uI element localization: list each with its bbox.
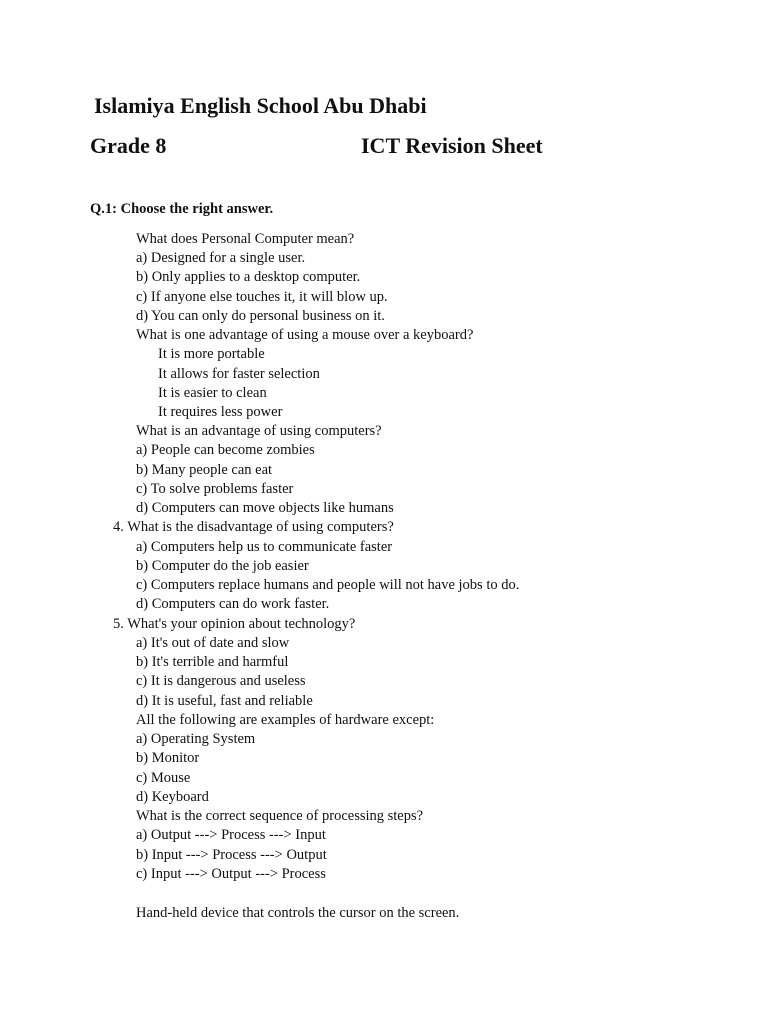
answer-option: b) Computer do the job easier <box>136 558 309 574</box>
answer-option: d) Keyboard <box>136 789 209 805</box>
answer-option: d) You can only do personal business on it. <box>136 308 385 324</box>
answer-option: a) Operating System <box>136 731 256 747</box>
answer-option: It is easier to clean <box>158 385 267 401</box>
answer-option: d) It is useful, fast and reliable <box>136 693 313 709</box>
sheet-title: ICT Revision Sheet <box>361 133 543 158</box>
answer-option: a) Output ---> Process ---> Input <box>136 827 326 843</box>
answer-option: It requires less power <box>158 404 283 420</box>
answer-option: b) Monitor <box>136 750 200 766</box>
question-text: What does Personal Computer mean? <box>136 231 355 247</box>
answer-option: b) Only applies to a desktop computer. <box>136 269 361 285</box>
answer-option: b) Input ---> Process ---> Output <box>136 847 327 863</box>
answer-option: c) Computers replace humans and people will not have jobs to do. <box>136 577 520 593</box>
question-heading: Q.1: Choose the right answer. <box>90 201 274 217</box>
answer-option: d) Computers can do work faster. <box>136 596 330 612</box>
answer-option: c) Mouse <box>136 770 191 786</box>
answer-option: c) If anyone else touches it, it will blow up. <box>136 289 388 305</box>
answer-option: a) People can become zombies <box>136 442 315 458</box>
answer-option: c) To solve problems faster <box>136 481 294 497</box>
answer-option: a) Designed for a single user. <box>136 250 306 266</box>
grade-label: Grade 8 <box>90 133 167 158</box>
answer-option: c) It is dangerous and useless <box>136 673 306 689</box>
answer-option: b) Many people can eat <box>136 462 273 478</box>
answer-option: d) Computers can move objects like humans <box>136 500 394 516</box>
question-text: 5. What's your opinion about technology? <box>113 616 356 632</box>
answer-option: It allows for faster selection <box>158 366 320 382</box>
question-text: 4. What is the disadvantage of using computers? <box>113 519 394 535</box>
answer-option: It is more portable <box>158 346 265 362</box>
answer-option: a) It's out of date and slow <box>136 635 290 651</box>
answer-option: b) It's terrible and harmful <box>136 654 289 670</box>
question-text: What is the correct sequence of processing steps? <box>136 808 424 824</box>
question-text: What is one advantage of using a mouse over a keyboard? <box>136 327 474 343</box>
question-text: All the following are examples of hardware except: <box>136 712 435 728</box>
question-text: Hand-held device that controls the cursor on the screen. <box>136 905 460 921</box>
school-name: Islamiya English School Abu Dhabi <box>94 93 427 118</box>
answer-option: c) Input ---> Output ---> Process <box>136 866 326 882</box>
answer-option: a) Computers help us to communicate faster <box>136 539 393 555</box>
question-text: What is an advantage of using computers? <box>136 423 382 439</box>
